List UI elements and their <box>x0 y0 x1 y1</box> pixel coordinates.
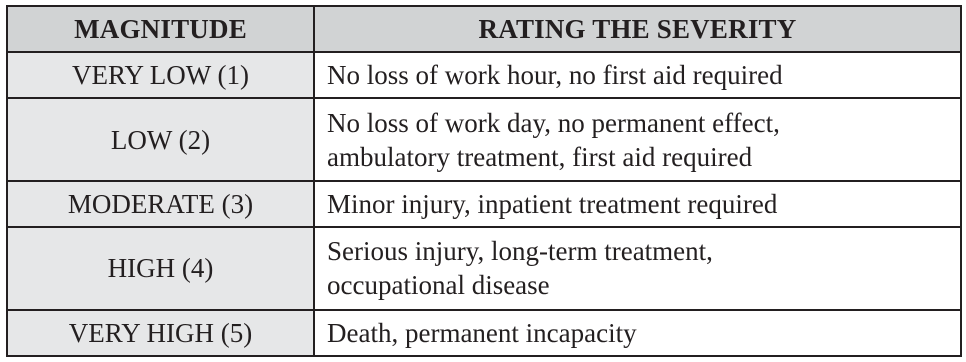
table-row <box>7 227 961 310</box>
severity-rating-table <box>6 5 962 357</box>
severity-cell <box>314 98 961 181</box>
magnitude-cell: VERY HIGH (5) <box>7 310 314 356</box>
magnitude-cell: HIGH (4) <box>7 227 314 310</box>
severity-line: Minor injury, inpatient treatment required <box>327 188 778 219</box>
severity-cell <box>314 310 961 356</box>
table-row <box>7 181 961 227</box>
severity-line: ambulatory treatment, first aid required <box>327 141 753 172</box>
header-row <box>7 6 961 52</box>
magnitude-cell: LOW (2) <box>7 98 314 181</box>
severity-line: No loss of work day, no permanent effect, <box>327 107 780 138</box>
severity-line: occupational disease <box>327 270 550 301</box>
table-row <box>7 52 961 98</box>
table-body <box>7 52 961 356</box>
table-row <box>7 98 961 181</box>
header-rating-the-severity: RATING THE SEVERITY <box>314 6 961 52</box>
magnitude-cell: MODERATE (3) <box>7 181 314 227</box>
severity-cell <box>314 52 961 98</box>
table-header <box>7 6 961 52</box>
severity-line: No loss of work hour, no first aid required <box>327 60 783 91</box>
header-magnitude: MAGNITUDE <box>7 6 314 52</box>
severity-line: Death, permanent incapacity <box>327 317 637 348</box>
table-row <box>7 310 961 356</box>
magnitude-cell: VERY LOW (1) <box>7 52 314 98</box>
severity-cell <box>314 181 961 227</box>
severity-line: Serious injury, long-term treatment, <box>327 236 713 267</box>
severity-cell <box>314 227 961 310</box>
